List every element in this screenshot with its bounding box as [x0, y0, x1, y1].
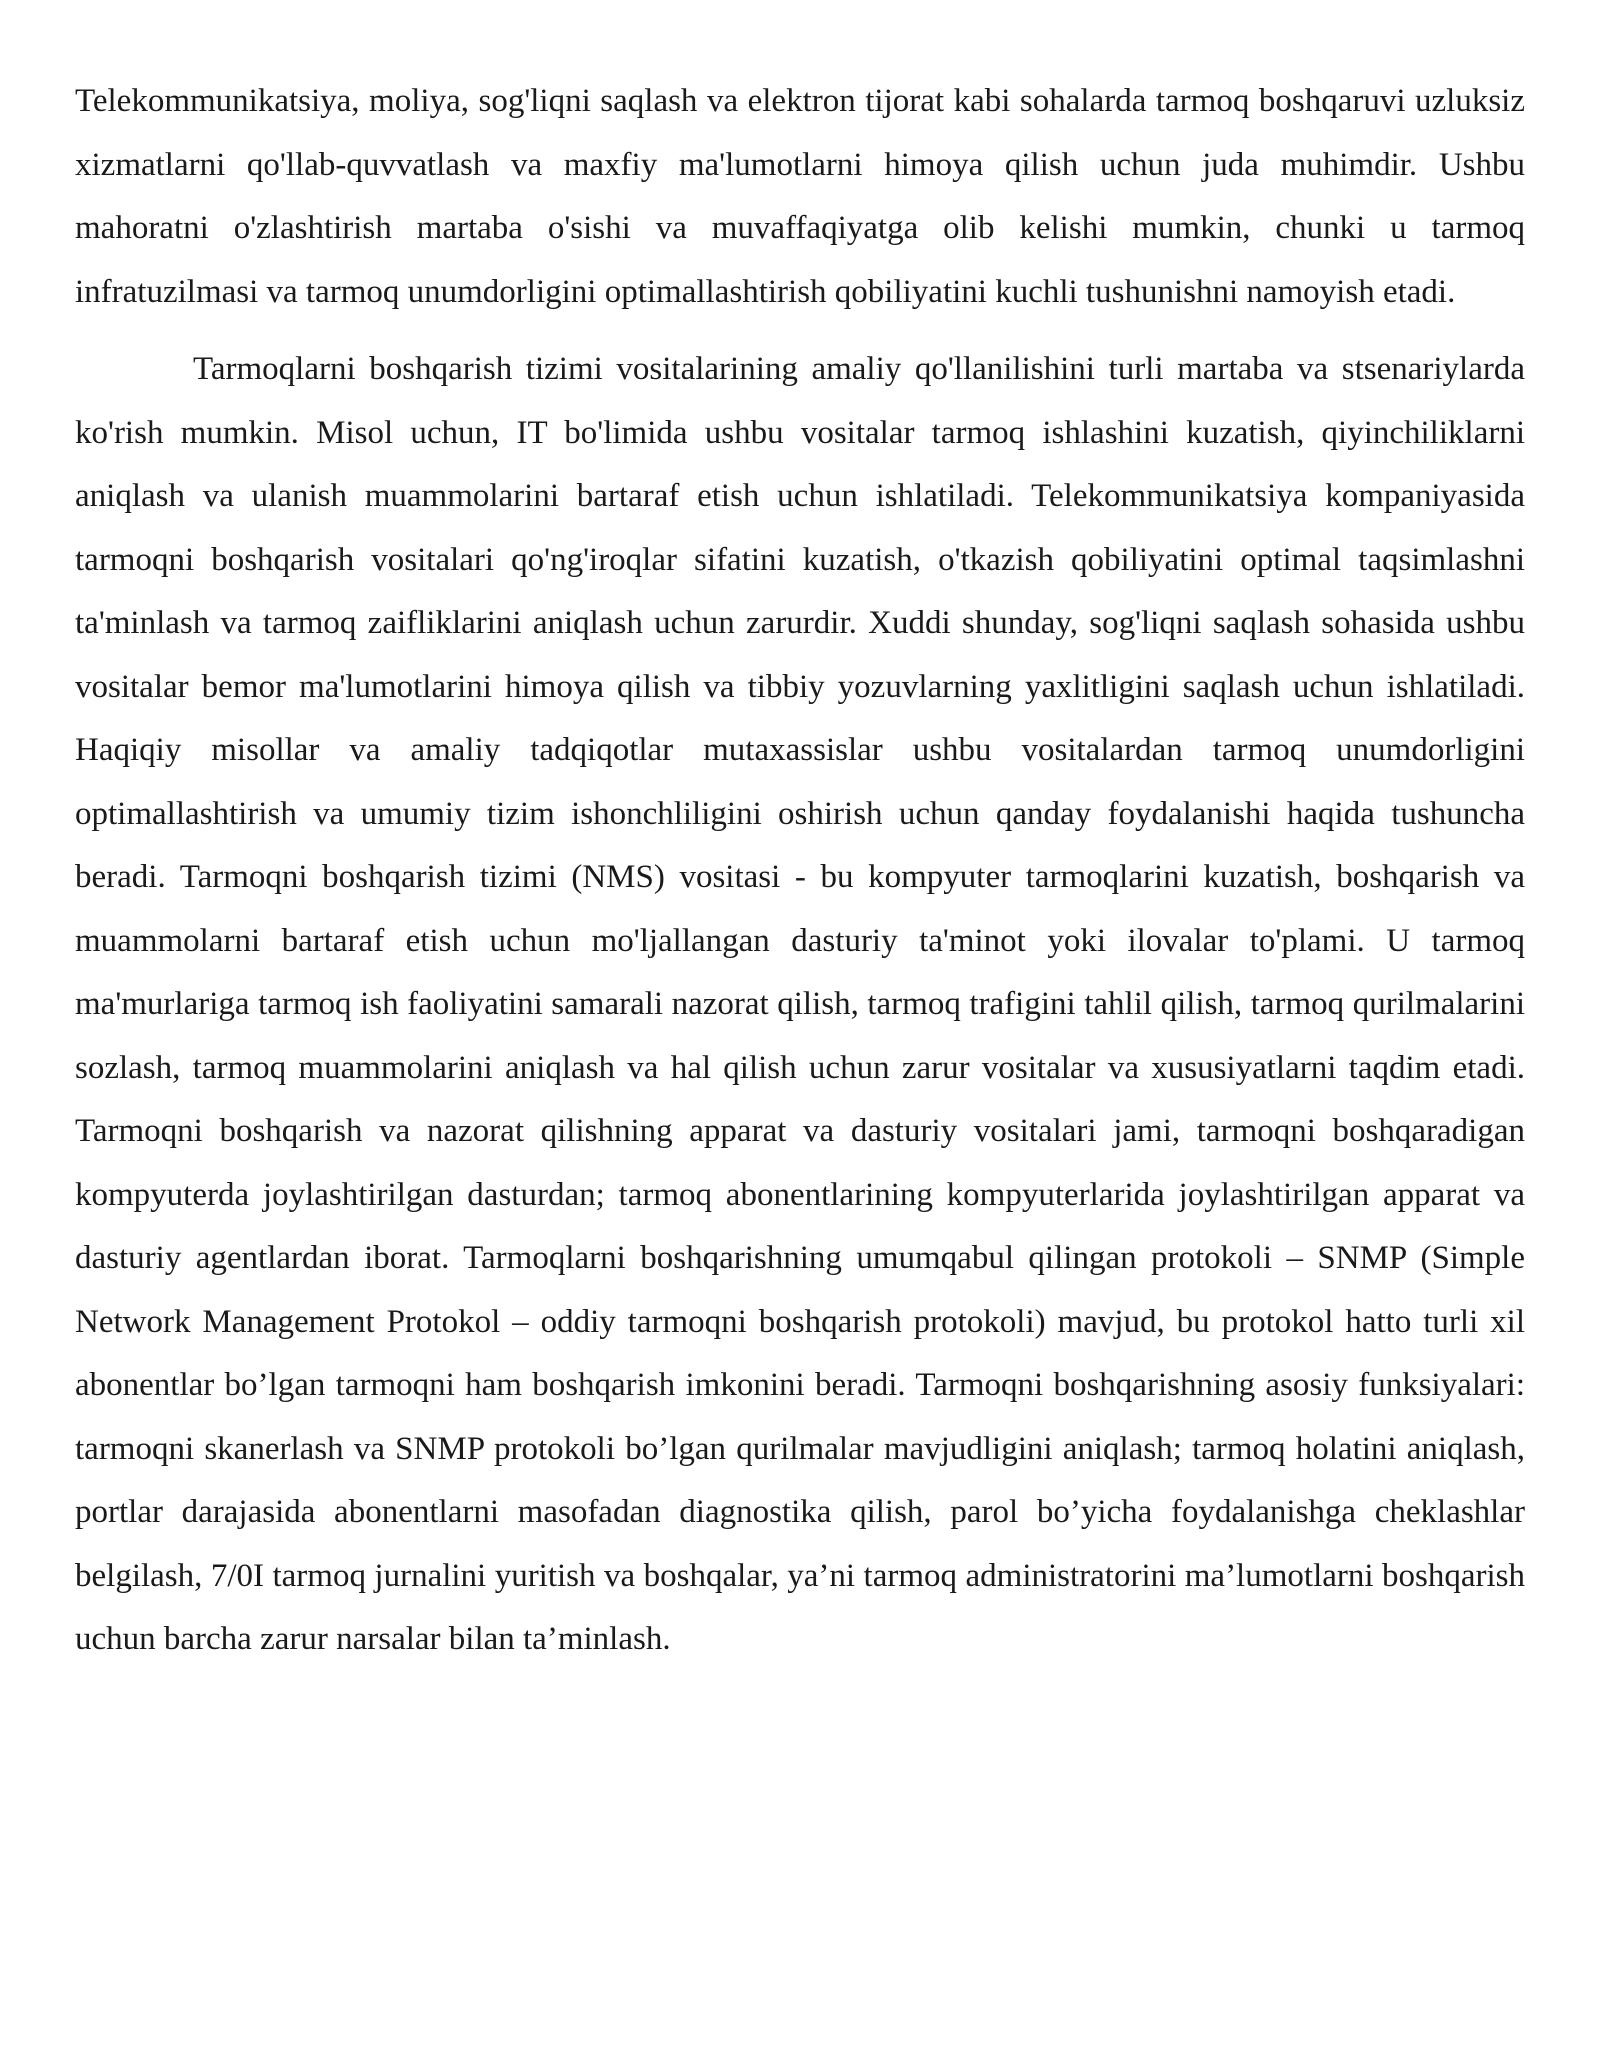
paragraph-nms-tools: Tarmoqlarni boshqarish tizimi vositalarining amaliy qo'llanilishini turli martaba va stsenariylarda ko'rish mumkin. Misol uchun, IT bo'limida ushbu vositalar tarmoq ishlashini kuzatish, qiyinchiliklarni aniqlash va ulanish muammolarini bartaraf etish uchun ishlatiladi. Telekommunikatsiya kompaniyasida tarmoqni boshqarish vositalari qo'ng'iroqlar sifatini kuzatish, o'tkazish qobiliyatini optimal taqsimlashni ta'minlash va tarmoq zaifliklarini aniqlash uchun zarurdir. Xuddi shunday, sog'liqni saqlash sohasida ushbu vositalar bemor ma'lumotlarini himoya qilish va tibbiy yozuvlarning yaxlitligini saqlash uchun ishlatiladi. Haqiqiy misollar va amaliy tadqiqotlar mutaxassislar ushbu vositalardan tarmoq unumdorligini optimallashtirish va umumiy tizim ishonchliligini oshirish uchun qanday foydalanishi haqida tushuncha beradi. Tarmoqni boshqarish tizimi (NMS) vositasi - bu kompyuter tarmoqlarini kuzatish, boshqarish va muammolarni bartaraf etish uchun mo'ljallangan dasturiy ta'minot yoki ilovalar to'plami. U tarmoq ma'murlariga tarmoq ish faoliyatini samarali nazorat qilish, tarmoq trafigini tahlil qilish, tarmoq qurilmalarini sozlash, tarmoq muammolarini aniqlash va hal qilish uchun zarur vositalar va xususiyatlarni taqdim etadi. Tarmoqni boshqarish va nazorat qilishning apparat va dasturiy vositalari jami, tarmoqni boshqaradigan kompyuterda joylashtirilgan dasturdan; tarmoq abonentlarining kompyuterlarida joylashtirilgan apparat va dasturiy agentlardan iborat. Tarmoqlarni boshqarishning umumqabul qilingan protokoli – SNMP (Simple Network Management Protokol – oddiy tarmoqni boshqarish protokoli) mavjud, bu protokol hatto turli xil abonentlar bo’lgan tarmoqni ham boshqarish imkonini beradi. Tarmoqni boshqarishning asosiy funksiyalari: tarmoqni skanerlash va SNMP protokoli bo’lgan qurilmalar mavjudligini aniqlash; tarmoq holatini aniqlash, portlar darajasida abonentlarni masofadan diagnostika qilish, parol bo’yicha foydalanishga cheklashlar belgilash, 7/0I tarmoq jurnalini yuritish va boshqalar, ya’ni tarmoq administratorini ma’lumotlarni boshqarish uchun barcha zarur narsalar bilan ta’minlash. — [75, 351, 1525, 1657]
paragraph-intro: Telekommunikatsiya, moliya, sog'liqni saqlash va elektron tijorat kabi sohalarda tarmoq boshqaruvi uzluksiz xizmatlarni qo'llab-quvvatlash va maxfiy ma'lumotlarni himoya qilish uchun juda muhimdir. Ushbu mahoratni o'zlashtirish martaba o'sishi va muvaffaqiyatga olib kelishi mumkin, chunki u tarmoq infratuzilmasi va tarmoq unumdorligini optimallashtirish qobiliyatini kuchli tushunishni namoyish etadi. — [75, 83, 1525, 310]
document-page — [75, 70, 1525, 1672]
